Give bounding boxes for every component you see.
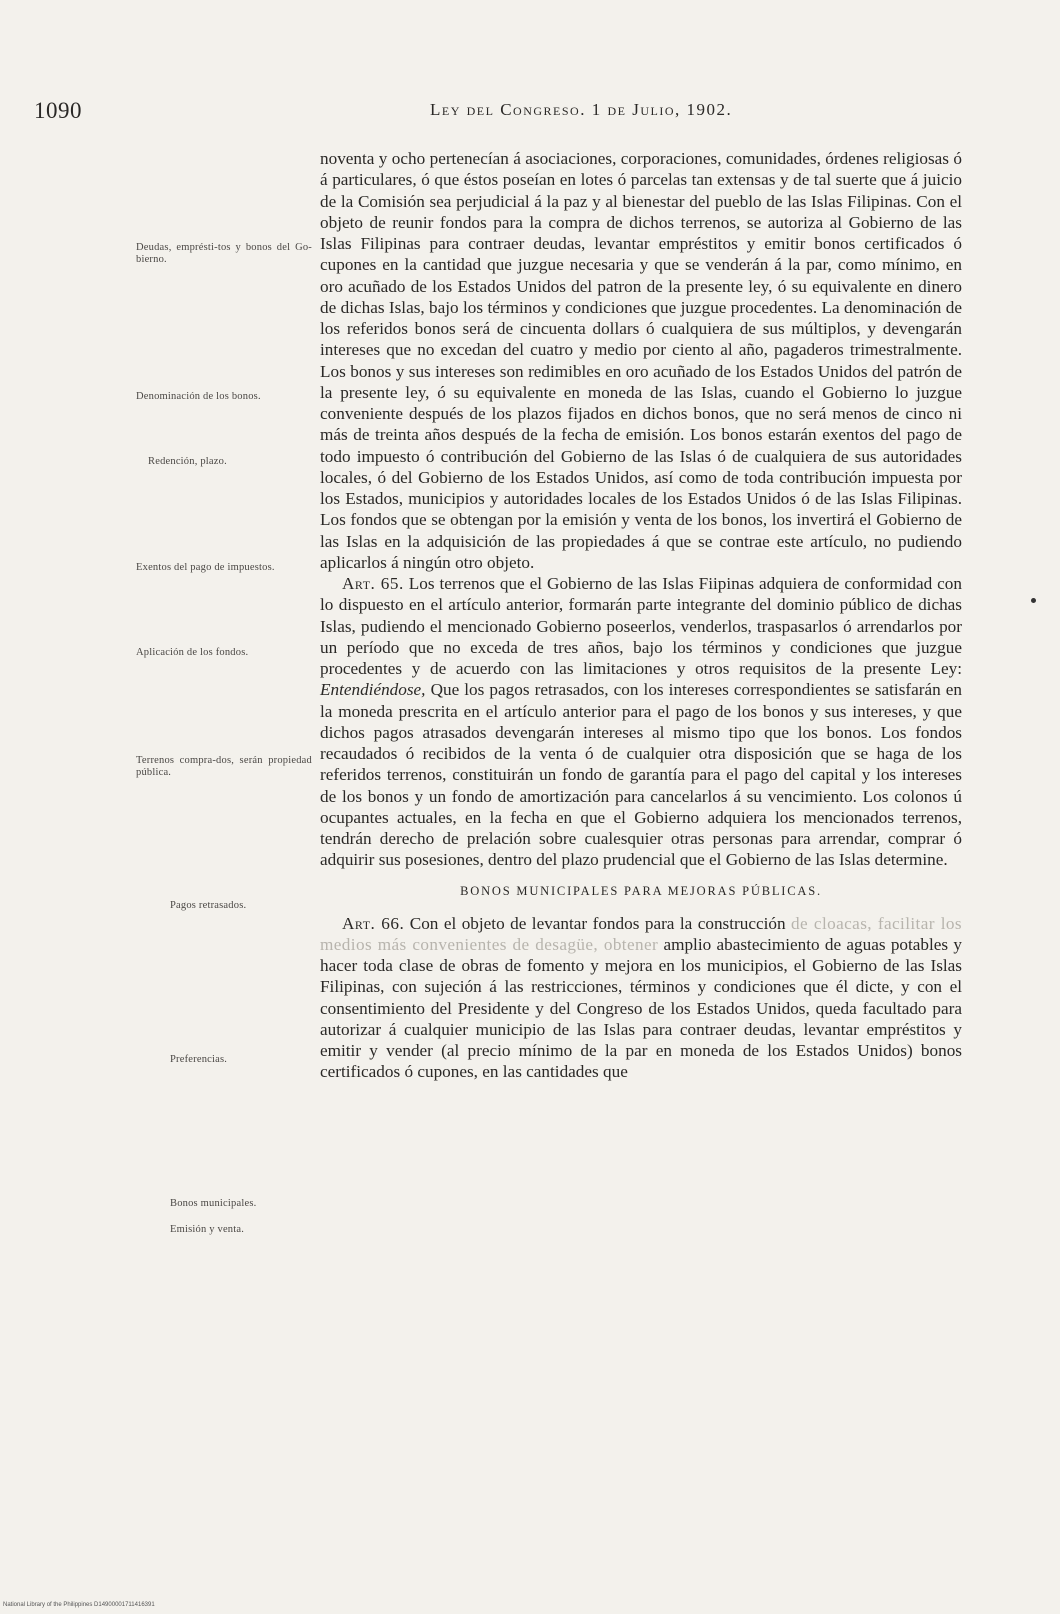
margin-note-deudas: Deudas, emprésti-tos y bonos del Go-bierno. [136,242,312,265]
margin-note-preferencias: Preferencias. [170,1054,228,1065]
footer-credit: National Library of the Philippines D14900001711416391 [3,1602,155,1608]
margin-note-pagos: Pagos retrasados. [170,900,247,911]
margin-note-denominacion: Denominación de los bonos. [136,391,261,402]
margin-note-terrenos: Terrenos compra-dos, serán propiedad pública. [136,755,312,778]
body-text [320,148,962,1083]
article-65-text-1: Los terrenos que el Gobierno de las Islas Fiipinas adquiera de conformidad con lo dispuesto en el artículo anterior, formarán parte integrante del dominio público de dichas Islas, pudiendo el mencionado Gobierno poseerlos, venderlos, traspasarlos ó arrendarlos por un período que no exceda de tres años, bajo los términos y condiciones que juzgue procedentes y de acuerdo con las limitaciones y otros requisitos de la presente Ley: [320,574,962,678]
article-66-label: Art. 66. [342,913,405,933]
paragraph-article-66 [320,913,962,1083]
page-number: 1090 [34,98,82,123]
article-66-text-1: Con el objeto de levantar fondos para la construcción [404,913,792,933]
article-65-italic: Entendiéndose, [320,680,426,700]
article-65-text-2: Que los pagos retrasados, con los intereses correspondientes se satisfarán en la moneda prescrita en el artículo anterior para el pago de los bonos y sus intereses, y que dichos pagos atrasados devengarán intereses al mismo tipo que los bonos. Los fondos recaudados ó recibidos de la venta ó de cualquier otra disposición que se haga de los referidos terrenos, constituirán un fondo de garantía para el pago del capital y los intereses de los bonos y un fondo de amortización para cancelarlos á su vencimiento. Los colonos ú ocupantes actuales, en la fecha en que el Gobierno adquiera los mencionados terrenos, tendrán derecho de prelación sobre cualesquier otras personas para arrendar, comprar ó adquirir sus posesiones, dentro del plazo prudencial que el Gobierno de las Islas determine. [320,680,962,870]
margin-note-aplicacion: Aplicación de los fondos. [136,647,249,658]
article-66-faded-line: de cloacas, facilitar los medios más convenientes de desagüe, obtener [320,913,962,954]
margin-note-bonos-municipales: Bonos municipales. [170,1198,257,1209]
running-head: Ley del Congreso. 1 de Julio, 1902. [430,100,733,119]
section-title: BONOS MUNICIPALES PARA MEJORAS PÚBLICAS. [460,883,822,898]
margin-note-exentos: Exentos del pago de impuestos. [136,562,275,573]
margin-note-emision: Emisión y venta. [170,1224,245,1235]
paragraph-article-64-continued: noventa y ocho pertenecían á asociaciones, corporaciones, comunidades, órdenes religiosas ó á particulares, ó que éstos poseían en lotes ó parcelas tan extensas y de tal suerte que á juicio de la Comisión sea perjudicial á la paz y al bienestar del pueblo de las Islas Filipinas. Con el objeto de reunir fondos para la compra de dichos terrenos, se autoriza al Gobierno de las Islas Filipinas para contraer deudas, levantar empréstitos y emitir bonos certificados ó cupones en la cantidad que juzgue necesaria y que se venderán á la par, como mínimo, en oro acuñado de los Estados Unidos del patron de la presente ley, ó su equivalente en dinero de dichas Islas, bajo los términos y condiciones que juzgue procedentes. La denominación de los referidos bonos será de cincuenta dollars ó cualquiera de sus múltiplos, y devengarán intereses que no excedan del cuatro y medio por ciento al año, pagaderos trimestralmente. Los bonos y sus intereses son redimibles en oro acuñado de los Estados Unidos del patrón de la presente ley, ó su equivalente en moneda de las Islas, cuando el Gobierno lo juzgue conveniente después de los plazos fijados en dichos bonos, que no será menos de cinco ni más de treinta años después de la fecha de emisión. Los bonos estarán exentos del pago de todo impuesto ó contribución del Gobierno de las Islas ó de cualquiera de sus autoridades locales, ó del Gobierno de los Estados Unidos, así como de toda contribución impuesta por los Estados, municipios y autoridades locales de los Estados Unidos ó de las Islas Filipinas. Los fondos que se obtengan por la emisión y venta de los bonos, los invertirá el Gobierno de las Islas en la adquisición de las propiedades á que se contrae este artículo, no pudiendo aplicarlos á ningún otro objeto. [320,149,962,572]
margin-note-redencion: Redención, plazo. [148,456,227,467]
article-66-text-2: amplio abastecimiento de aguas potables y hacer toda clase de obras de fomento y mejora en los municipios, el Gobierno de las Islas Filipinas, con sujeción á las restricciones, términos y condiciones que él dicte, y con el consentimiento del Presidente y del Congreso de los Estados Unidos, queda facultado para autorizar á cualquier municipio de las Islas para contraer deudas, levantar empréstitos y emitir y vender (al precio mínimo de la par en moneda de los Estados Unidos) bonos certificados ó cupones, en las cantidades que [320,934,963,1082]
ink-spot [1031,598,1036,603]
article-65-label: Art. 65. [342,574,404,593]
paragraph-article-65 [320,573,962,871]
